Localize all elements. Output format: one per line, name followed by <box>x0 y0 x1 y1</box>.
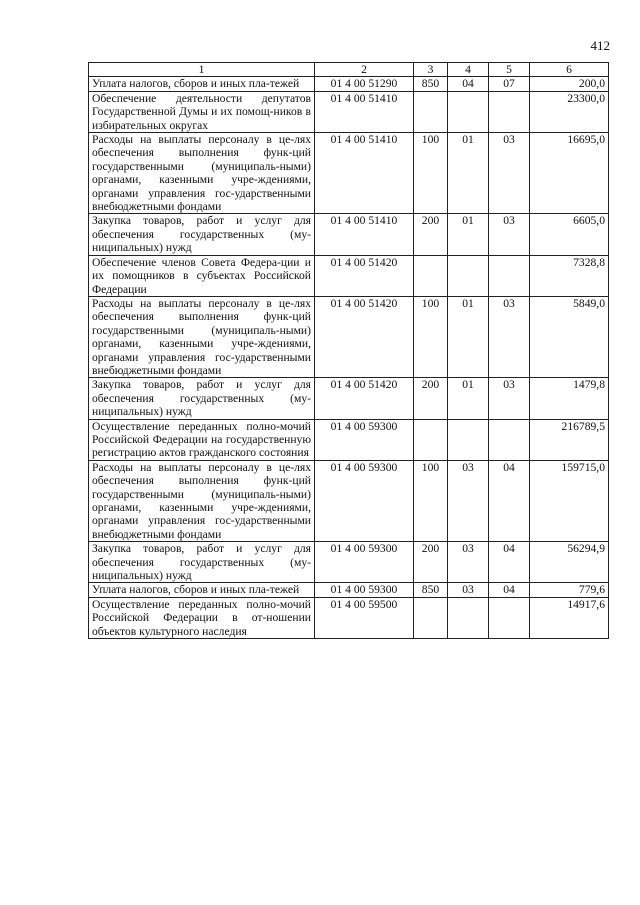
row-code: 01 4 00 51410 <box>315 214 414 255</box>
row-col-5: 04 <box>489 542 530 583</box>
row-col-3: 200 <box>414 378 448 419</box>
row-code: 01 4 00 59300 <box>315 542 414 583</box>
row-col-4: 03 <box>448 460 489 541</box>
row-col-3: 850 <box>414 77 448 91</box>
row-name: Закупка товаров, работ и услуг для обеспечения государственных (му-ниципальных) нужд <box>89 542 315 583</box>
table-row <box>89 133 609 214</box>
row-name: Осуществление переданных полно-мочий Российской Федерации в от-ношении объектов культурного наследия <box>89 597 315 638</box>
table-row <box>89 77 609 91</box>
header-col-3: 3 <box>414 63 448 77</box>
table-row <box>89 296 609 377</box>
row-col-5: 04 <box>489 583 530 597</box>
row-col-4 <box>448 597 489 638</box>
row-code: 01 4 00 51420 <box>315 378 414 419</box>
row-name: Уплата налогов, сборов и иных пла-тежей <box>89 77 315 91</box>
row-col-5 <box>489 419 530 460</box>
header-row <box>89 63 609 77</box>
row-col-5: 03 <box>489 133 530 214</box>
row-name: Закупка товаров, работ и услуг для обеспечения государственных (му-ниципальных) нужд <box>89 214 315 255</box>
row-col-5: 03 <box>489 296 530 377</box>
row-code: 01 4 00 51420 <box>315 296 414 377</box>
row-name: Осуществление переданных полно-мочий Российской Федерации на государственную регистрацию актов гражданского состояния <box>89 419 315 460</box>
row-col-4: 01 <box>448 296 489 377</box>
table-row <box>89 214 609 255</box>
row-code: 01 4 00 59300 <box>315 583 414 597</box>
row-col-5 <box>489 255 530 296</box>
row-name: Расходы на выплаты персоналу в це-лях обеспечения выполнения функ-ций государственными (муниципаль-ными) органами, казенными учре-ждениями, органами управления гос-ударственными внебюджетными фондами <box>89 296 315 377</box>
budget-table <box>88 62 609 639</box>
table-row <box>89 419 609 460</box>
row-col-5: 07 <box>489 77 530 91</box>
row-col-5: 03 <box>489 214 530 255</box>
row-col-5 <box>489 597 530 638</box>
row-col-4 <box>448 255 489 296</box>
row-name: Расходы на выплаты персоналу в це-лях обеспечения выполнения функ-ций государственными (муниципаль-ными) органами, казенными учре-ждениями, органами управления гос-ударственными внебюджетными фондами <box>89 133 315 214</box>
row-col-4: 01 <box>448 133 489 214</box>
row-col-3: 100 <box>414 133 448 214</box>
row-amount: 779,6 <box>530 583 609 597</box>
row-col-4: 03 <box>448 583 489 597</box>
row-amount: 7328,8 <box>530 255 609 296</box>
row-code: 01 4 00 59300 <box>315 460 414 541</box>
row-code: 01 4 00 51290 <box>315 77 414 91</box>
row-amount: 56294,9 <box>530 542 609 583</box>
header-col-1: 1 <box>89 63 315 77</box>
table-row <box>89 583 609 597</box>
row-col-3: 850 <box>414 583 448 597</box>
row-name: Расходы на выплаты персоналу в це-лях обеспечения выполнения функ-ций государственными (муниципаль-ными) органами, казенными учре-ждениями, органами управления гос-ударственными внебюджетными фондами <box>89 460 315 541</box>
row-amount: 14917,6 <box>530 597 609 638</box>
header-col-5: 5 <box>489 63 530 77</box>
header-col-4: 4 <box>448 63 489 77</box>
table-row <box>89 378 609 419</box>
table-row <box>89 542 609 583</box>
row-col-4 <box>448 91 489 132</box>
row-name: Уплата налогов, сборов и иных пла-тежей <box>89 583 315 597</box>
header-col-6: 6 <box>530 63 609 77</box>
row-code: 01 4 00 51410 <box>315 133 414 214</box>
row-amount: 1479,8 <box>530 378 609 419</box>
row-name: Закупка товаров, работ и услуг для обеспечения государственных (му-ниципальных) нужд <box>89 378 315 419</box>
table-row <box>89 255 609 296</box>
row-name: Обеспечение членов Совета Федера-ции и их помощников в субъектах Российской Федерации <box>89 255 315 296</box>
row-col-5 <box>489 91 530 132</box>
row-amount: 200,0 <box>530 77 609 91</box>
row-col-3 <box>414 597 448 638</box>
row-code: 01 4 00 59300 <box>315 419 414 460</box>
row-amount: 5849,0 <box>530 296 609 377</box>
row-code: 01 4 00 59500 <box>315 597 414 638</box>
row-col-3 <box>414 419 448 460</box>
row-col-4 <box>448 419 489 460</box>
table-row <box>89 91 609 132</box>
row-name: Обеспечение деятельности депутатов Государственной Думы и их помощ-ников в избирательных округах <box>89 91 315 132</box>
row-col-3: 200 <box>414 542 448 583</box>
table-row <box>89 460 609 541</box>
row-amount: 16695,0 <box>530 133 609 214</box>
header-col-2: 2 <box>315 63 414 77</box>
row-col-3 <box>414 255 448 296</box>
row-code: 01 4 00 51420 <box>315 255 414 296</box>
row-col-3 <box>414 91 448 132</box>
row-col-4: 01 <box>448 214 489 255</box>
row-col-4: 01 <box>448 378 489 419</box>
row-amount: 216789,5 <box>530 419 609 460</box>
row-amount: 6605,0 <box>530 214 609 255</box>
row-amount: 23300,0 <box>530 91 609 132</box>
row-col-3: 200 <box>414 214 448 255</box>
row-col-5: 03 <box>489 378 530 419</box>
table-row <box>89 597 609 638</box>
row-col-4: 03 <box>448 542 489 583</box>
row-col-5: 04 <box>489 460 530 541</box>
row-col-3: 100 <box>414 460 448 541</box>
row-code: 01 4 00 51410 <box>315 91 414 132</box>
row-col-3: 100 <box>414 296 448 377</box>
page-number: 412 <box>590 38 610 53</box>
row-col-4: 04 <box>448 77 489 91</box>
row-amount: 159715,0 <box>530 460 609 541</box>
